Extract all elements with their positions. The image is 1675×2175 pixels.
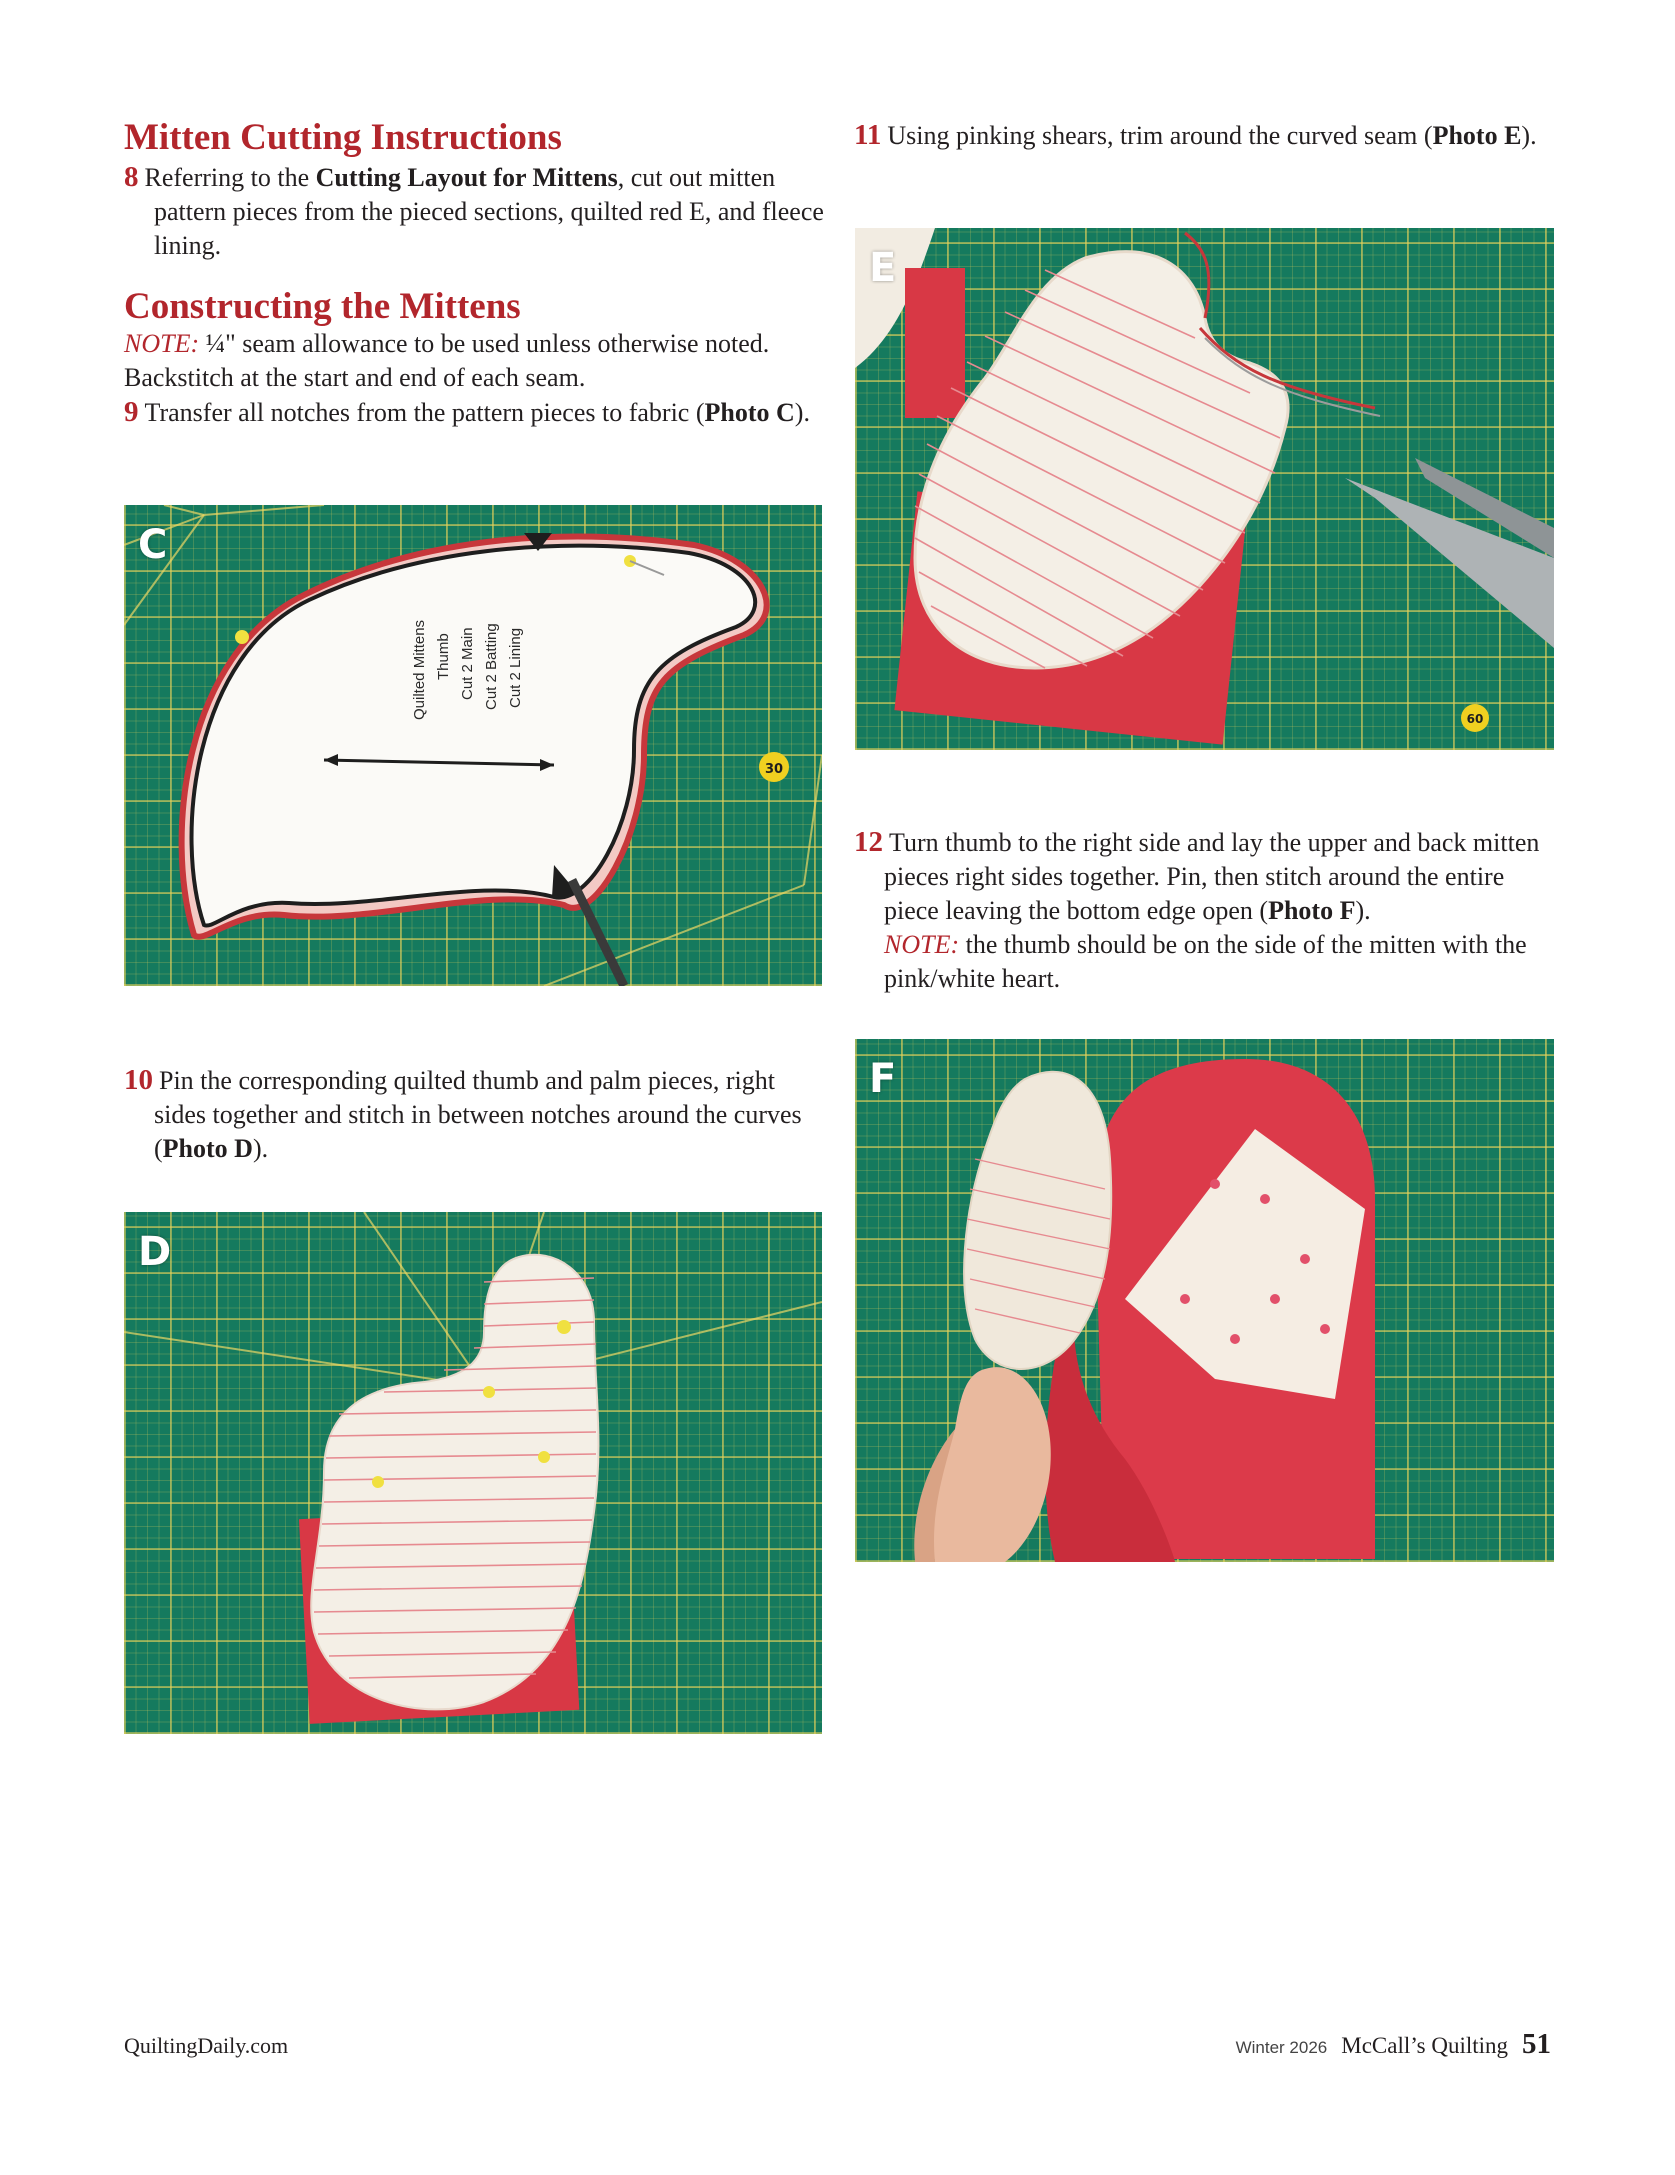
step-12-block <box>854 825 1554 996</box>
photo-e-illustration <box>855 228 1554 750</box>
step-10-block <box>124 1063 824 1166</box>
step-11 <box>854 118 1554 153</box>
step-12-note-text: the thumb should be on the side of the mitten with the pink/white heart. <box>884 930 1527 993</box>
heading-constructing-mittens: Constructing the Mittens <box>124 286 521 327</box>
step-11-number: 11 <box>854 119 882 151</box>
step-9-number: 9 <box>124 396 139 428</box>
step-8-number: 8 <box>124 161 139 193</box>
photo-f-letter: F <box>869 1056 897 1102</box>
photo-f-illustration <box>855 1039 1554 1562</box>
footer-season: Winter 2026 <box>1235 2038 1328 2057</box>
photo-f <box>855 1039 1554 1562</box>
photo-c-label-line3: Cut 2 Main <box>459 627 476 700</box>
step-12-text-bold: Photo F <box>1268 896 1356 925</box>
left-column <box>124 118 824 430</box>
seam-note-text: ¼" seam allowance to be used unless otherwise noted. Backstitch at the start and end of each seam. <box>124 329 770 392</box>
step-10-text-post: ). <box>252 1134 269 1163</box>
seam-note <box>124 327 824 395</box>
step-8-text-post: , cut out mitten pattern pieces from the pieced sections, quilted red E, and fleece lining. <box>154 163 824 260</box>
photo-e <box>855 228 1554 750</box>
step-9-text-bold: Photo C <box>704 398 795 427</box>
step-12-text-pre: Turn thumb to the right side and lay the upper and back mitten pieces right sides together. Pin, then stitch around the entire piece leaving the bottom edge open ( <box>884 828 1540 925</box>
photo-e-ruler-mark: 60 <box>1466 712 1484 726</box>
step-8-text-pre: Referring to the <box>144 163 316 192</box>
step-10 <box>124 1063 824 1166</box>
step-8 <box>124 160 824 263</box>
step-12-number: 12 <box>854 826 883 858</box>
photo-c-illustration <box>124 505 822 986</box>
step-9 <box>124 395 824 430</box>
footer-magazine: McCall’s Quilting <box>1341 2033 1508 2058</box>
step-10-text-bold: Photo D <box>162 1134 253 1163</box>
step-10-number: 10 <box>124 1064 153 1096</box>
step-10-text-pre: Pin the corresponding quilted thumb and palm pieces, right sides together and stitch in between notches around the curves ( <box>154 1066 802 1163</box>
step-12 <box>854 825 1554 996</box>
page-number: 51 <box>1522 2028 1551 2060</box>
photo-c-label-line5: Cut 2 Lining <box>507 627 524 708</box>
footer-site: QuiltingDaily.com <box>124 2033 289 2058</box>
footer-right <box>1236 2028 1551 2061</box>
photo-d-letter: D <box>138 1229 172 1275</box>
step-9-text-pre: Transfer all notches from the pattern pieces to fabric ( <box>144 398 705 427</box>
photo-c-ruler-mark: 30 <box>764 762 784 777</box>
step-12-note-label: NOTE: <box>884 930 960 959</box>
step-12-text-post: ). <box>1355 896 1371 925</box>
step-9-text-post: ). <box>794 398 810 427</box>
photo-c-letter: C <box>138 522 168 568</box>
step-11-text-post: ). <box>1521 121 1537 150</box>
photo-d-illustration <box>124 1212 822 1734</box>
step-8-text-bold: Cutting Layout for Mittens <box>315 163 618 192</box>
seam-note-label: NOTE: <box>124 329 200 358</box>
photo-e-letter: E <box>869 245 897 291</box>
photo-d <box>124 1212 822 1734</box>
step-11-text-pre: Using pinking shears, trim around the curved seam ( <box>887 121 1433 150</box>
photo-c-label-line4: Cut 2 Batting <box>483 623 500 710</box>
photo-c-label-line1: Quilted Mittens <box>411 619 428 720</box>
photo-c-label-line2: Thumb <box>435 633 452 680</box>
step-11-block <box>854 118 1554 153</box>
step-11-text-bold: Photo E <box>1432 121 1522 150</box>
photo-c <box>124 505 822 986</box>
heading-mitten-cutting: Mitten Cutting Instructions <box>124 117 562 158</box>
